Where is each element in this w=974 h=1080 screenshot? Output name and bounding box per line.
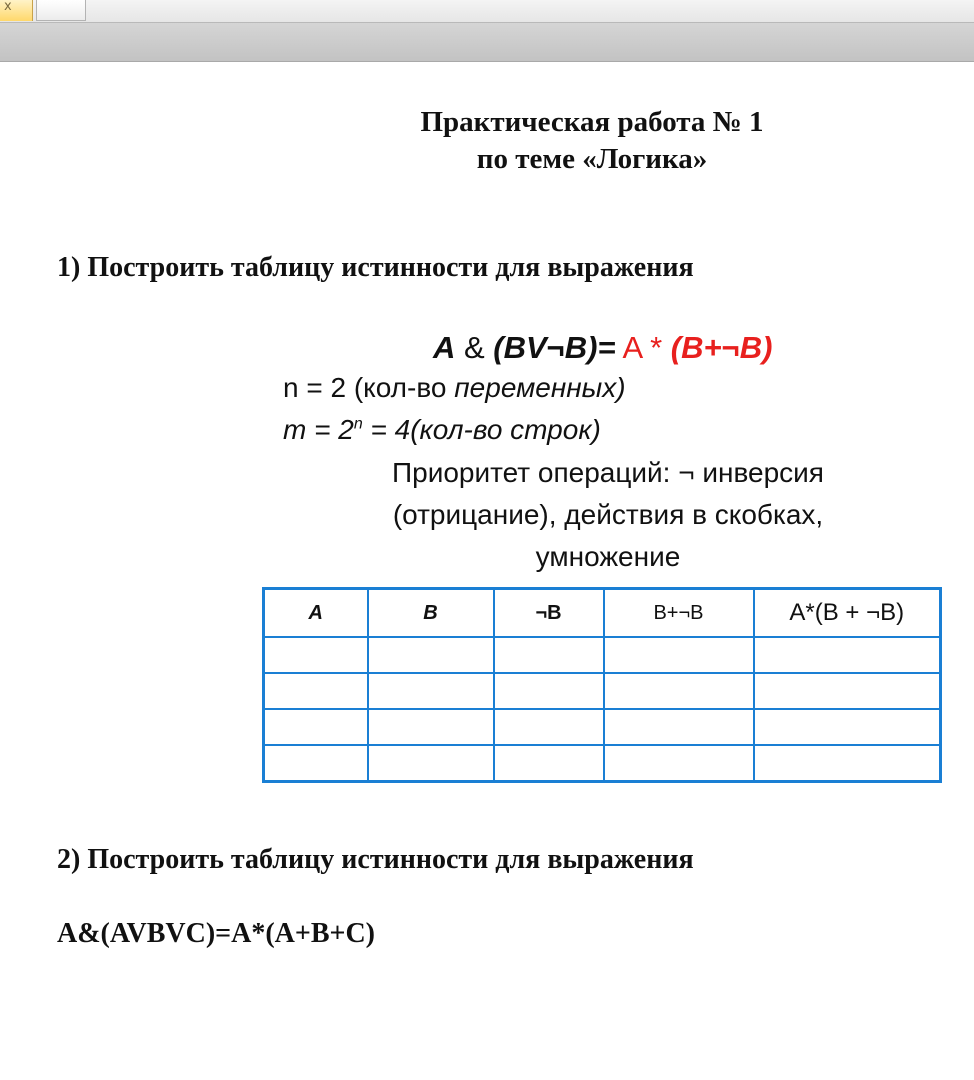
formula-right-a: A * <box>615 330 671 365</box>
table-row <box>264 673 941 709</box>
table-cell <box>604 709 754 745</box>
table-cell <box>264 745 368 782</box>
rows-count-post: = 4(кол-во строк) <box>362 414 601 445</box>
table-cell <box>754 637 941 673</box>
toolbar <box>0 23 974 62</box>
formula-1 <box>433 330 772 366</box>
table-cell <box>368 637 494 673</box>
formula-amp: & <box>455 330 494 365</box>
table-row <box>264 709 941 745</box>
header-a: A <box>264 589 368 638</box>
tab[interactable] <box>36 0 86 21</box>
variables-count-italic: переменных) <box>454 372 626 403</box>
window-tab-strip <box>0 0 974 23</box>
task-1-heading: 1) Построить таблицу истинности для выражения <box>57 252 694 283</box>
table-cell <box>604 673 754 709</box>
title-line-2: по теме «Логика» <box>476 143 708 175</box>
table-cell <box>494 673 604 709</box>
task-2-expression: A&(AVBVC)=A*(A+B+C) <box>57 918 375 949</box>
table-cell <box>604 745 754 782</box>
header-b-or-not-b: B+¬B <box>604 589 754 638</box>
formula-var-a: A <box>433 330 456 365</box>
table-cell <box>264 637 368 673</box>
formula-right-paren: (B+¬B) <box>670 330 773 365</box>
variables-count-text: n = 2 (кол-во <box>283 372 455 403</box>
table-row <box>264 745 941 782</box>
table-cell <box>494 709 604 745</box>
truth-table <box>262 587 942 783</box>
rows-count-exponent: n <box>353 415 363 433</box>
table-cell <box>264 673 368 709</box>
table-row <box>264 637 941 673</box>
title-line-1: Практическая работа № 1 <box>420 106 764 138</box>
table-cell <box>264 709 368 745</box>
header-not-b: ¬B <box>494 589 604 638</box>
formula-left-paren: (BV¬B)= <box>493 330 616 365</box>
table-header-row <box>264 589 941 638</box>
table-cell <box>754 673 941 709</box>
variables-count <box>283 372 626 404</box>
table-cell <box>604 637 754 673</box>
table-cell <box>368 709 494 745</box>
rows-count <box>283 414 601 446</box>
rows-count-pre: m = 2 <box>283 414 354 445</box>
document-title <box>300 104 884 178</box>
close-tab-icon[interactable]: x <box>0 0 33 21</box>
table-cell <box>494 637 604 673</box>
table-cell <box>754 709 941 745</box>
table-cell <box>754 745 941 782</box>
operation-priority: Приоритет операций: ¬ инверсия (отрицание), действия в скобках, умножение <box>392 457 824 572</box>
task-2-heading: 2) Построить таблицу истинности для выражения <box>57 844 694 875</box>
table-cell <box>368 673 494 709</box>
header-result: A*(B + ¬B) <box>754 589 941 638</box>
table-cell <box>368 745 494 782</box>
table-cell <box>494 745 604 782</box>
header-b: B <box>368 589 494 638</box>
